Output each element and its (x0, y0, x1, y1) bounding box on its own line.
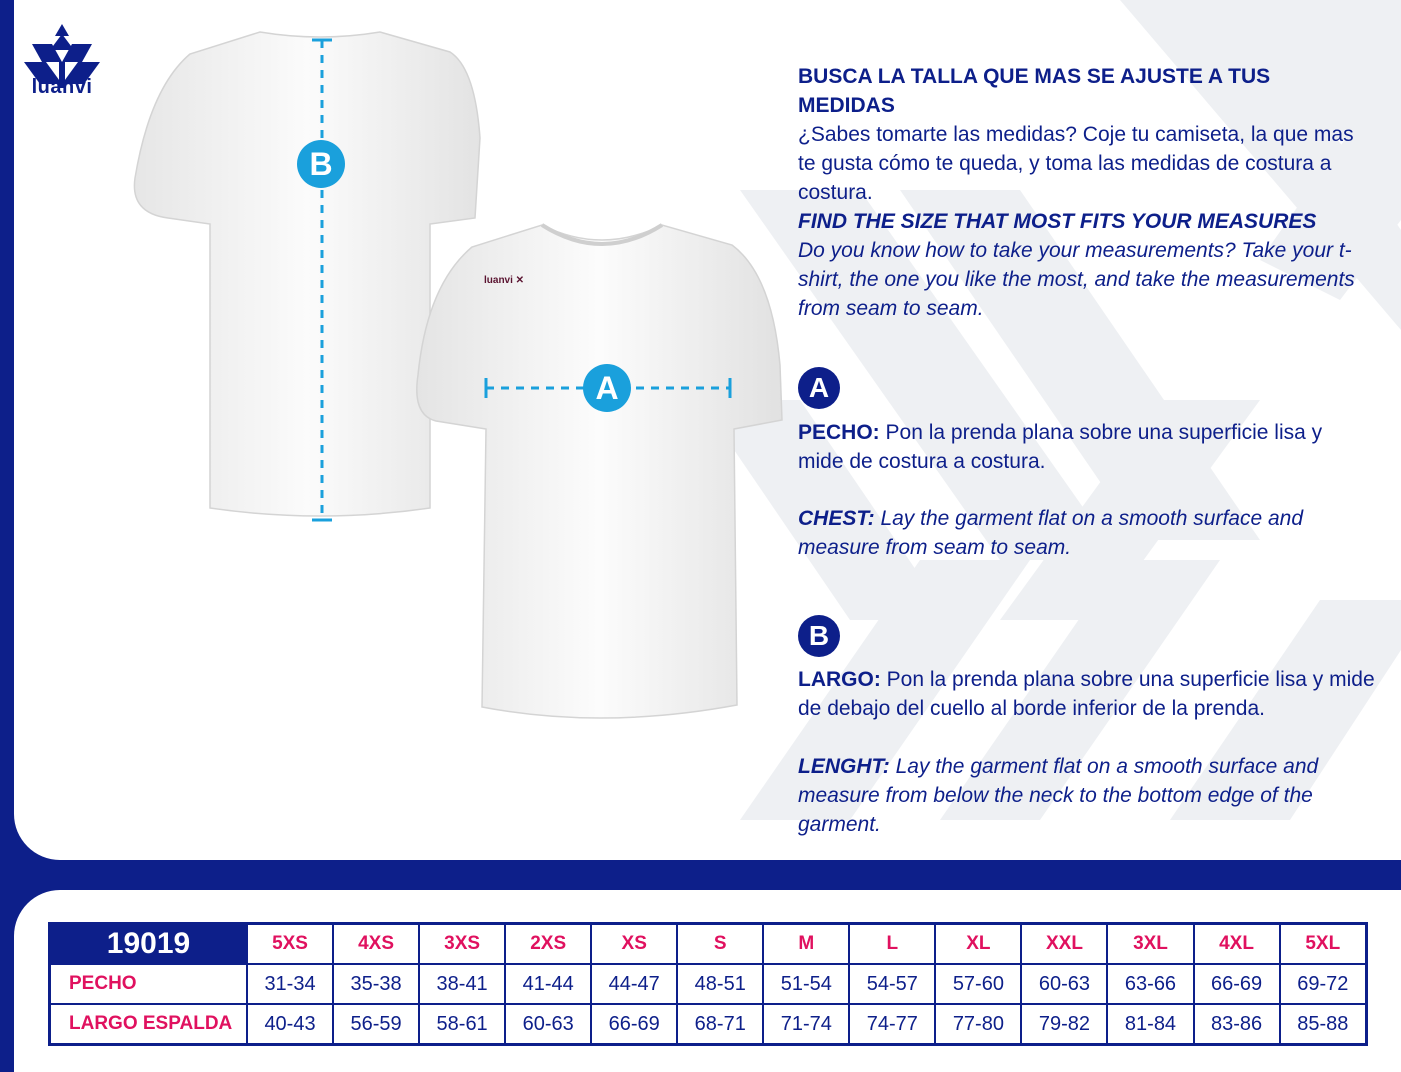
table-cell: 40-43 (247, 1004, 333, 1045)
length-en-label: LENGHT: (798, 755, 890, 778)
table-cell: 77-80 (935, 1004, 1021, 1045)
svg-text:luanvi ✕: luanvi ✕ (484, 275, 525, 286)
size-header: 3XS (419, 924, 505, 965)
length-marker-badge: B (798, 615, 840, 657)
size-header: L (849, 924, 935, 965)
chest-es (798, 418, 1368, 476)
size-header-row (50, 924, 1367, 965)
table-cell: 41-44 (505, 964, 591, 1004)
size-header: XXL (1021, 924, 1107, 965)
size-header: 4XS (333, 924, 419, 965)
table-cell: 58-61 (419, 1004, 505, 1045)
row-label: LARGO ESPALDA (50, 1004, 248, 1045)
chest-marker-badge: A (798, 367, 840, 409)
table-cell: 68-71 (677, 1004, 763, 1045)
marker-b: B (297, 140, 345, 188)
size-header: M (763, 924, 849, 965)
length-en (798, 752, 1358, 839)
table-cell: 74-77 (849, 1004, 935, 1045)
chest-en-text: Lay the garment flat on a smooth surface and measure from seam to seam. (798, 507, 1304, 559)
chest-es-text: Pon la prenda plana sobre una superficie lisa y mide de costura a costura. (798, 421, 1323, 473)
table-row (50, 1004, 1367, 1045)
table-cell: 85-88 (1280, 1004, 1367, 1045)
size-header: XS (591, 924, 677, 965)
model-number: 19019 (50, 924, 248, 965)
table-cell: 83-86 (1194, 1004, 1280, 1045)
table-cell: 66-69 (591, 1004, 677, 1045)
size-header: 5XL (1280, 924, 1367, 965)
table-row (50, 964, 1367, 1004)
spanish-intro (798, 62, 1368, 207)
table-cell: 44-47 (591, 964, 677, 1004)
spanish-heading: BUSCA LA TALLA QUE MAS SE AJUSTE A TUS MEDIDAS (798, 65, 1271, 117)
table-cell: 66-69 (1194, 964, 1280, 1004)
table-cell: 79-82 (1021, 1004, 1107, 1045)
chest-es-label: PECHO: (798, 421, 880, 444)
size-header: XL (935, 924, 1021, 965)
table-cell: 69-72 (1280, 964, 1367, 1004)
table-cell: 60-63 (505, 1004, 591, 1045)
table-cell: 51-54 (763, 964, 849, 1004)
chest-en (798, 504, 1338, 562)
length-en-text: Lay the garment flat on a smooth surface and measure from below the neck to the bottom edge of the garment. (798, 755, 1319, 836)
table-cell: 35-38 (333, 964, 419, 1004)
table-cell: 31-34 (247, 964, 333, 1004)
row-label: PECHO (50, 964, 248, 1004)
table-cell: 57-60 (935, 964, 1021, 1004)
brand-name: luanvi (31, 76, 93, 98)
left-frame-bar (0, 0, 14, 860)
table-cell: 63-66 (1107, 964, 1193, 1004)
length-es-text: Pon la prenda plana sobre una superficie lisa y mide de debajo del cuello al borde inferior de la prenda. (798, 668, 1375, 720)
english-intro-text: Do you know how to take your measurements? Take your t-shirt, the one you like the most, and take the measurements from seam to seam. (798, 239, 1355, 320)
table-cell: 48-51 (677, 964, 763, 1004)
length-guide-line (310, 36, 334, 526)
english-intro (798, 207, 1358, 323)
table-cell: 38-41 (419, 964, 505, 1004)
length-es-label: LARGO: (798, 668, 881, 691)
table-cell: 56-59 (333, 1004, 419, 1045)
size-header: S (677, 924, 763, 965)
spanish-intro-text: ¿Sabes tomarte las medidas? Coje tu camiseta, la que mas te gusta cómo te queda, y toma las medidas de costura a costura. (798, 123, 1354, 204)
size-header: 4XL (1194, 924, 1280, 965)
table-cell: 54-57 (849, 964, 935, 1004)
size-header: 2XS (505, 924, 591, 965)
table-cell: 60-63 (1021, 964, 1107, 1004)
table-cell: 81-84 (1107, 1004, 1193, 1045)
english-heading: FIND THE SIZE THAT MOST FITS YOUR MEASURES (798, 210, 1317, 233)
size-table (48, 922, 1368, 1046)
marker-a: A (583, 364, 631, 412)
length-es (798, 665, 1378, 723)
table-cell: 71-74 (763, 1004, 849, 1045)
size-header: 5XS (247, 924, 333, 965)
size-header: 3XL (1107, 924, 1193, 965)
tshirt-front-image (412, 215, 792, 725)
chest-en-label: CHEST: (798, 507, 875, 530)
